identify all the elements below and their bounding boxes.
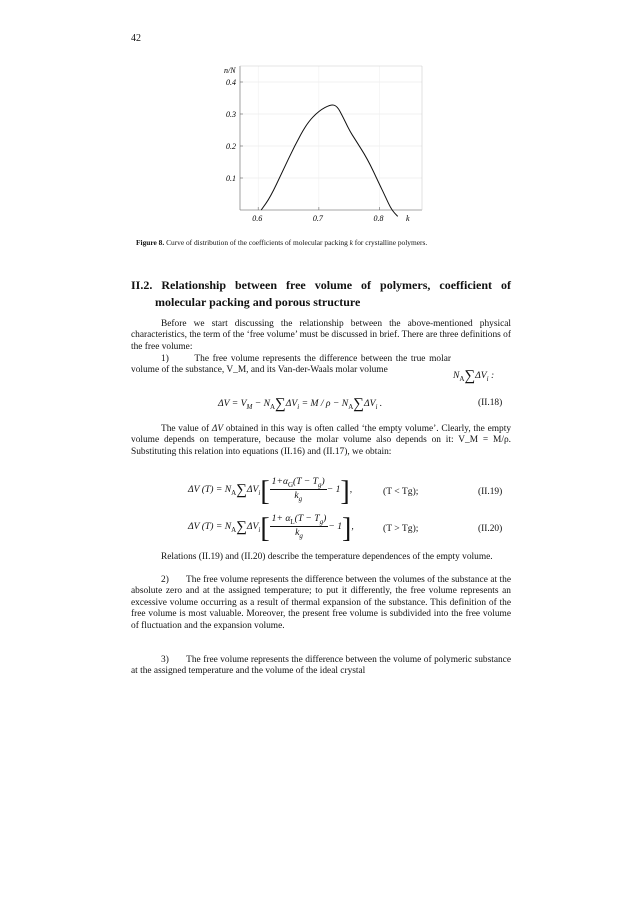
paragraph-empty-volume [131, 424, 511, 458]
caption-text: Curve of distribution of the coefficients of molecular packing [166, 238, 348, 247]
eq20-condition: (T > Tg); [383, 523, 419, 534]
y-tick-label: 0.3 [226, 110, 236, 119]
paragraph-def2: 2) The free volume represents the difference between the volumes of the substance at the absolute zero and at the assigned temperature; to put it differently, the free volume represents an excessive volume occurring as a result of thermal expansion of the substance. This definition of the free volume is most valuable. Moreover, the present free volume is subdivided into the free volume of fluctuation and the expansion volume. [131, 575, 511, 631]
page-number: 42 [131, 33, 141, 44]
p3-rest: obtained in this way is often called ‘the empty volume’. Clearly, the empty volume depends on temperature, because the molar volume also depends on it: V_M = M/ρ. Substituting this relation into equations (II.16) and (II.17), we obtain: [131, 424, 512, 457]
section-heading [131, 277, 511, 311]
equation-II20: ΔV $(T) = N_A\sum\Delta V_i$[ $\frac{1+ \alpha_L(T - T_g)}{k_g}$ − 1], [188, 513, 354, 544]
y-axis-label: n/N [224, 66, 236, 75]
eq18-number: (II.18) [478, 398, 503, 408]
x-axis-label: k [406, 214, 410, 223]
x-tick-label: 0.6 [252, 214, 263, 223]
eq19-condition: (T < Tg); [383, 486, 419, 497]
caption-label: Figure 8. [136, 238, 165, 247]
y-tick-label: 0.4 [226, 78, 236, 87]
paragraph-def3: 3) The free volume represents the difference between the volume of polymeric substance at the assigned temperature and the volume of the ideal crystal [131, 655, 511, 677]
distribution-curve [261, 105, 398, 216]
paragraph-intro: Before we start discussing the relationship between the above-mentioned physical characteristics, the term of the ‘free volume’ must be discussed in brief. There are three definitions of the free volume: [131, 319, 511, 352]
figure-caption [136, 238, 516, 247]
x-tick-label: 0.8 [373, 214, 384, 223]
equation-II19: ΔV $(T) = N_A\sum\Delta V_i$[ $\frac{1+\alpha_G(T - T_g)}{k_g}$ − 1], [188, 476, 353, 507]
chart-gridlines [240, 66, 422, 210]
paragraph-relations: Relations (II.19) and (II.20) describe the temperature dependences of the empty volume. [161, 552, 493, 562]
caption-tail: for crystalline polymers. [354, 238, 428, 247]
chart-ticks [226, 78, 384, 223]
equation-II18: $\Delta V = V_M - N_A\sum\Delta V_i = M / \rho - N_A\sum\Delta V_i$ . [218, 396, 383, 412]
x-tick-label: 0.7 [312, 214, 323, 223]
y-tick-label: 0.2 [226, 142, 236, 151]
section-heading-line2: molecular packing and porous structure [155, 295, 361, 309]
paragraph-def1: 1) The free volume represents the difference between the true molar volume of the substance, V_M, and its Van-der-Waals molar volume [131, 354, 451, 376]
caption-var: k [349, 238, 353, 247]
y-tick-label: 0.1 [226, 174, 236, 183]
p3-deltaV: ΔV [211, 424, 224, 434]
eq-vdw-sum: $N_A\sum\Delta V_i$ : [453, 368, 495, 384]
figure-8-chart [200, 60, 425, 232]
eq20-number: (II.20) [478, 524, 503, 534]
eq19-number: (II.19) [478, 487, 503, 497]
p3-start: The value of [161, 424, 210, 434]
section-heading-line1: II.2. Relationship between free volume of polymers, coefficient of [131, 278, 511, 292]
